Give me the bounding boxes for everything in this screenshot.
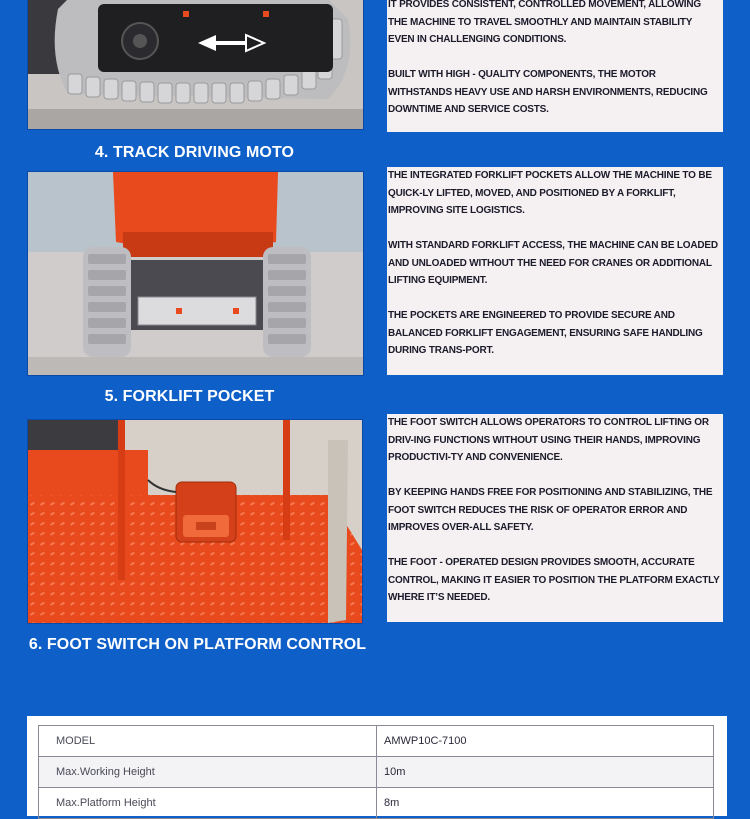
table-row	[39, 726, 714, 757]
spec-value: 10m	[377, 757, 714, 788]
track-motor-illustration	[28, 0, 363, 129]
spec-value: 8m	[377, 788, 714, 819]
paragraph: THE FOOT SWITCH ALLOWS OPERATORS TO CONTROL LIFTING OR DRIV-ING FUNCTIONS WITHOUT USING THEIR HANDS, IMPROVING PRODUCTIVI-TY AND CONVENIENCE.	[388, 417, 709, 463]
track-motor-photo	[27, 0, 364, 130]
forklift-pocket-photo	[27, 171, 364, 376]
spec-table	[38, 725, 714, 819]
forklift-pocket-description	[387, 167, 723, 375]
paragraph: WITH STANDARD FORKLIFT ACCESS, THE MACHINE CAN BE LOADED AND UNLOADED WITHOUT THE NEED FOR CRANES OR ADDITIONAL LIFTING EQUIPMENT.	[388, 240, 718, 286]
paragraph: IT PROVIDES CONSISTENT, CONTROLLED MOVEMENT, ALLOWING THE MACHINE TO TRAVEL SMOOTHLY AND MAINTAIN STABILITY EVEN IN CHALLENGING CONDITIONS.	[388, 0, 701, 45]
spec-label: Max.Working Height	[39, 757, 377, 788]
paragraph: BY KEEPING HANDS FREE FOR POSITIONING AND STABILIZING, THE FOOT SWITCH REDUCES THE RISK OF OPERATOR ERROR AND IMPROVES OVER-ALL SAFETY.	[388, 487, 713, 533]
table-row	[39, 788, 714, 819]
spec-card	[27, 716, 727, 816]
spec-label: Max.Platform Height	[39, 788, 377, 819]
section-caption-foot-switch: 6. FOOT SWITCH ON PLATFORM CONTROL	[28, 636, 367, 653]
spec-label: MODEL	[39, 726, 377, 757]
paragraph: BUILT WITH HIGH - QUALITY COMPONENTS, THE MOTOR WITHSTANDS HEAVY USE AND HARSH ENVIRONMENTS, REDUCING DOWNTIME AND SERVICE COSTS.	[388, 69, 708, 115]
section-caption-track-motor: 4. TRACK DRIVING MOTO	[94, 144, 295, 161]
forklift-pocket-illustration	[28, 172, 363, 375]
paragraph: THE FOOT - OPERATED DESIGN PROVIDES SMOOTH, ACCURATE CONTROL, MAKING IT EASIER TO POSITION THE PLATFORM EXACTLY WHERE IT’S NEEDED.	[388, 557, 720, 603]
foot-switch-illustration	[28, 420, 362, 623]
table-row	[39, 757, 714, 788]
foot-switch-photo	[27, 419, 363, 624]
track-motor-description	[387, 0, 723, 132]
paragraph: THE POCKETS ARE ENGINEERED TO PROVIDE SECURE AND BALANCED FORKLIFT ENGAGEMENT, ENSURING SAFE HANDLING DURING TRANS-PORT.	[388, 310, 703, 356]
section-caption-forklift-pocket: 5. FORKLIFT POCKET	[104, 388, 275, 405]
spec-value: AMWP10C-7100	[377, 726, 714, 757]
foot-switch-description	[387, 414, 723, 622]
paragraph: THE INTEGRATED FORKLIFT POCKETS ALLOW THE MACHINE TO BE QUICK-LY LIFTED, MOVED, AND POSITIONED BY A FORKLIFT, IMPROVING SITE LOGISTICS.	[388, 170, 712, 216]
